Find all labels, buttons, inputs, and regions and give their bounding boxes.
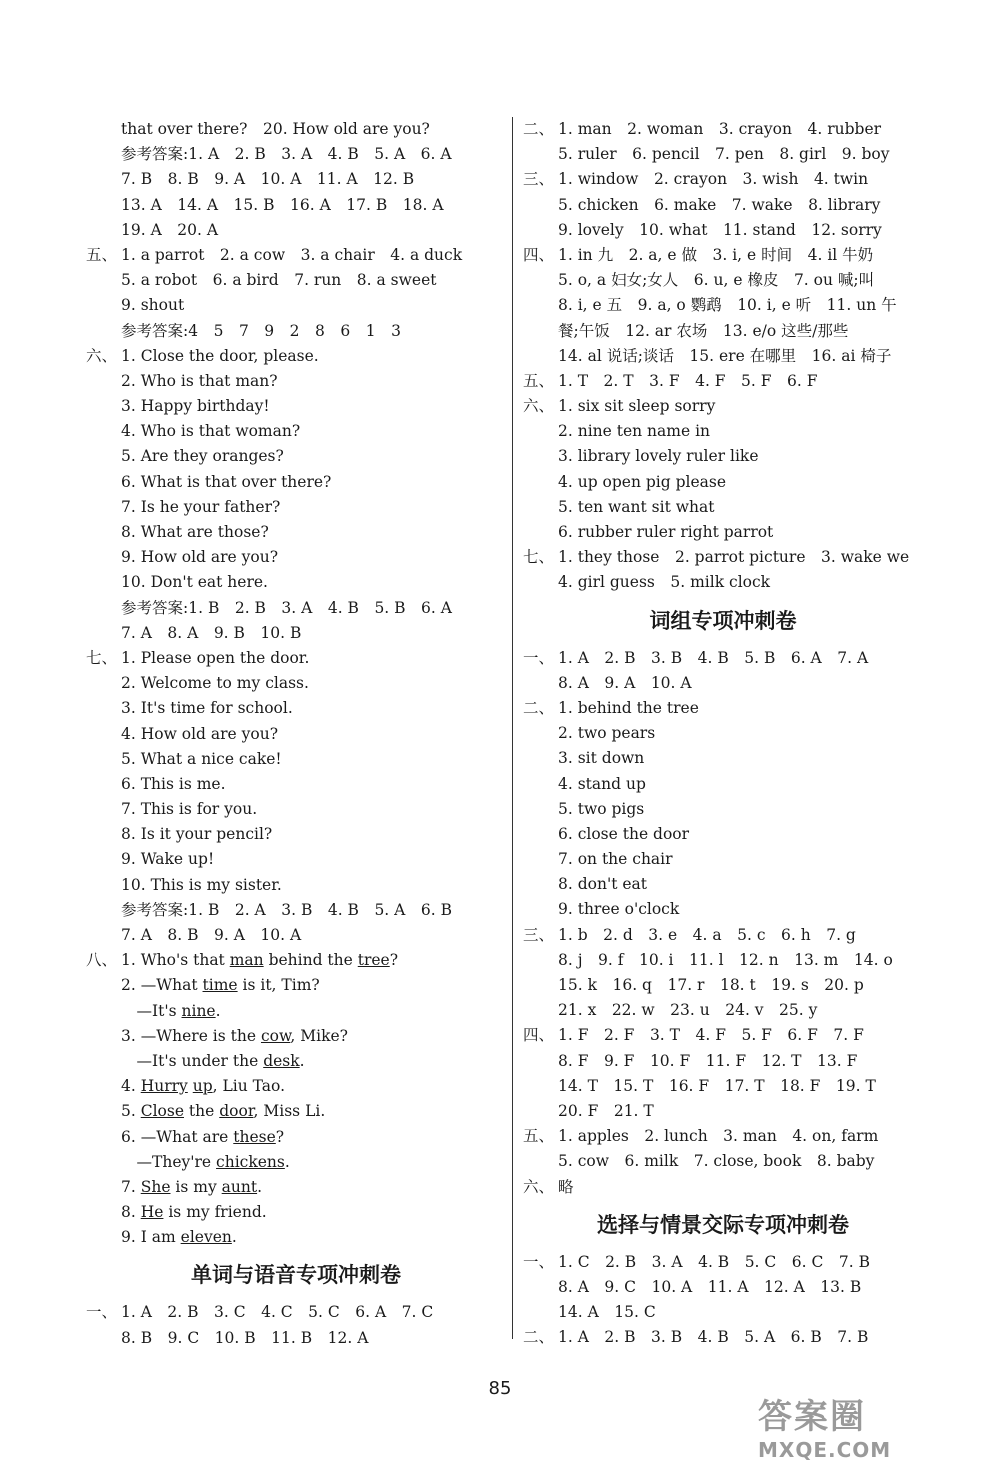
answer-text: 1. C 2. B 3. A 4. B 5. C 6. C 7. B	[558, 1252, 870, 1271]
section-answer-line	[523, 369, 923, 394]
underlined-word: desk	[263, 1051, 300, 1070]
section-answer-line	[523, 1023, 923, 1048]
answer-line	[523, 746, 923, 771]
answer-text: 8. i, e 五 9. a, o 鹦鹉 10. i, e 听 11. un 午	[558, 296, 897, 315]
answer-text: 1. window 2. crayon 3. wish 4. twin	[558, 170, 869, 189]
answer-text: 4. stand up	[558, 774, 646, 793]
answer-text: that over there? 20. How old are you?	[121, 120, 430, 138]
answer-line	[86, 596, 506, 621]
answer-line	[523, 268, 923, 293]
answer-line	[523, 772, 923, 797]
section-answer-line	[86, 948, 506, 973]
answer-line	[523, 470, 923, 495]
answer-line	[86, 1326, 506, 1351]
answer-line	[523, 319, 923, 344]
section-answer-line	[523, 1175, 923, 1200]
underlined-word: door	[219, 1102, 254, 1121]
watermark-domain: MXQE.COM	[758, 1438, 892, 1462]
answer-text: 6. rubber ruler right parrot	[558, 523, 774, 541]
underlined-word: aunt	[221, 1177, 258, 1196]
right-column	[523, 117, 923, 1350]
section-number: 二、	[523, 120, 555, 138]
section-answer-line	[523, 243, 923, 268]
section-answer-line	[86, 646, 506, 671]
answer-text: 4. up open pig please	[558, 472, 727, 491]
answer-text: 参考答案:1. B 2. A 3. B 4. B 5. A 6. B	[121, 900, 452, 919]
answer-line	[523, 520, 923, 545]
answer-text: 5. ruler 6. pencil 7. pen 8. girl 9. boy	[558, 145, 890, 164]
answer-text: behind the	[263, 951, 358, 970]
answer-text: 2. two pears	[558, 724, 656, 743]
answer-line	[86, 319, 506, 344]
answer-line	[523, 1149, 923, 1174]
section-heading: 选择与情景交际专项冲刺卷	[597, 1212, 849, 1237]
answer-text: 4. Who is that woman?	[121, 422, 301, 441]
answer-line	[86, 822, 506, 847]
answer-text: 餐;午饭 12. ar 农场 13. e/o 这些/那些	[558, 321, 849, 340]
answer-text: 8. A 9. C 10. A 11. A 12. A 13. B	[558, 1277, 862, 1296]
answer-text: 8. Is it your pencil?	[121, 825, 273, 844]
answer-text: 参考答案:1. B 2. B 3. A 4. B 5. B 6. A	[121, 598, 452, 617]
section-answer-line	[523, 1325, 923, 1350]
answer-text: 1. b 2. d 3. e 4. a 5. c 6. h 7. g	[558, 925, 856, 944]
answer-line	[523, 973, 923, 998]
section-number: 六、	[86, 346, 118, 365]
answer-text: 1. A 2. B 3. C 4. C 5. C 6. A 7. C	[121, 1303, 434, 1322]
answer-text: 20. F 21. T	[558, 1101, 654, 1120]
answer-text: , Mike?	[290, 1026, 348, 1045]
answer-line	[86, 1074, 506, 1099]
answer-text: —It's under the	[121, 1051, 264, 1070]
answer-line	[523, 998, 923, 1023]
section-answer-line	[523, 1124, 923, 1149]
answer-text: 1. behind the tree	[558, 698, 699, 717]
answer-line	[86, 1150, 506, 1175]
answer-text: 4. girl guess 5. milk clock	[558, 573, 771, 592]
answer-line	[86, 545, 506, 570]
answer-text: 参考答案:4 5 7 9 2 8 6 1 3	[121, 321, 401, 340]
underlined-word: eleven	[180, 1228, 232, 1247]
answer-text: 5. o, a 妇女;女人 6. u, e 橡皮 7. ou 喊;叫	[558, 271, 875, 290]
answer-text: 1. T 2. T 3. F 4. F 5. F 6. F	[558, 371, 818, 390]
underlined-word: Close	[140, 1102, 184, 1121]
answer-line	[523, 897, 923, 922]
section-heading: 词组专项冲刺卷	[649, 608, 797, 633]
answer-line	[86, 142, 506, 167]
answer-text: , Miss Li.	[253, 1102, 326, 1121]
answer-line	[523, 797, 923, 822]
section-number: 三、	[523, 925, 555, 944]
underlined-word: tree	[357, 951, 390, 970]
section-number: 五、	[86, 245, 118, 264]
section-answer-line	[86, 1300, 506, 1325]
answer-text: 6. close the door	[558, 824, 690, 843]
answer-text: 7. A 8. B 9. A 10. A	[121, 926, 302, 944]
column-divider	[512, 117, 513, 1339]
answer-line	[523, 570, 923, 595]
answer-line	[523, 1275, 923, 1300]
section-number: 六、	[523, 1177, 555, 1196]
answer-line	[86, 470, 506, 495]
answer-text: .	[231, 1228, 237, 1247]
underlined-word: cow	[260, 1026, 291, 1045]
underlined-word: chickens	[216, 1152, 285, 1171]
answer-line	[86, 1099, 506, 1124]
answer-text: ?	[275, 1127, 285, 1146]
answer-line	[86, 797, 506, 822]
answer-line	[523, 419, 923, 444]
answer-text: 1. apples 2. lunch 3. man 4. on, farm	[558, 1127, 879, 1146]
section-answer-line	[523, 167, 923, 192]
answer-text: 参考答案:1. A 2. B 3. A 4. B 5. A 6. A	[121, 145, 452, 164]
answer-line	[86, 772, 506, 797]
answer-text: 7. Is he your father?	[121, 497, 281, 516]
section-answer-line	[523, 923, 923, 948]
answer-line	[86, 1024, 506, 1049]
answer-line	[523, 1099, 923, 1124]
answer-text: 9. I am	[121, 1228, 181, 1247]
section-answer-line	[86, 344, 506, 369]
section-number: 三、	[523, 170, 555, 189]
answer-line	[523, 218, 923, 243]
answer-text: 4. How old are you?	[121, 724, 279, 743]
underlined-word: She	[140, 1177, 171, 1196]
answer-line	[86, 722, 506, 747]
section-number: 二、	[523, 698, 555, 717]
section-number: 五、	[523, 1127, 555, 1146]
answer-text: 3. —Where is the	[121, 1026, 261, 1045]
answer-text: 7. A 8. A 9. B 10. B	[121, 623, 302, 642]
answer-text: 3. Happy birthday!	[121, 397, 270, 416]
section-number: 四、	[523, 245, 555, 264]
underlined-word: He	[140, 1203, 164, 1222]
answer-line	[523, 847, 923, 872]
answer-text: 9. shout	[121, 296, 185, 315]
answer-text: 9. Wake up!	[121, 850, 215, 869]
answer-text: is my friend.	[163, 1203, 267, 1222]
answer-text: .	[284, 1152, 290, 1171]
answer-text: 1. a parrot 2. a cow 3. a chair 4. a duck	[121, 245, 463, 264]
watermark-logo	[758, 1389, 978, 1469]
answer-text: 5. two pigs	[558, 799, 645, 818]
answer-text: 8. B 9. C 10. B 11. B 12. A	[121, 1328, 369, 1347]
answer-text: .	[257, 1177, 263, 1196]
answer-text: 21. x 22. w 23. u 24. v 25. y	[558, 1001, 818, 1020]
answer-line	[86, 873, 506, 898]
answer-text: 1. Who's that	[121, 951, 230, 970]
answer-line	[86, 444, 506, 469]
answer-line	[86, 218, 506, 243]
answer-text: 5. What a nice cake!	[121, 749, 282, 768]
answer-text: 1. they those 2. parrot picture 3. wake we	[558, 548, 910, 567]
answer-text: 7. on the chair	[558, 850, 673, 869]
section-number: 七、	[523, 548, 555, 567]
answer-text: ?	[389, 951, 399, 970]
answer-text: 15. k 16. q 17. r 18. t 19. s 20. p	[558, 976, 864, 994]
answer-text: 10. Don't eat here.	[121, 573, 268, 592]
answer-text: 6. This is me.	[121, 774, 226, 793]
answer-line	[86, 268, 506, 293]
answer-text: 1. six sit sleep sorry	[558, 397, 716, 416]
watermark-text: 答案圈	[758, 1397, 866, 1437]
section-answer-line	[523, 117, 923, 142]
answer-line	[523, 142, 923, 167]
section-answer-line	[523, 646, 923, 671]
answer-line	[86, 671, 506, 696]
section-answer-line	[523, 1250, 923, 1275]
section-number: 二、	[523, 1328, 555, 1347]
answer-line	[86, 999, 506, 1024]
left-column	[86, 117, 506, 1351]
answer-text: 6. —What are	[121, 1127, 234, 1146]
answer-text: 7. B 8. B 9. A 10. A 11. A 12. B	[121, 170, 415, 189]
underlined-word: up	[192, 1077, 213, 1096]
answer-text: 5.	[121, 1102, 141, 1121]
answer-text: 8. F 9. F 10. F 11. F 12. T 13. F	[558, 1051, 858, 1070]
answer-line	[86, 621, 506, 646]
answer-text: 8. j 9. f 10. i 11. l 12. n 13. m 14. o	[558, 950, 893, 969]
answer-text: 3. library lovely ruler like	[558, 447, 759, 466]
answer-line	[86, 419, 506, 444]
answer-line	[523, 721, 923, 746]
section-number: 一、	[523, 1252, 555, 1271]
answer-line	[86, 394, 506, 419]
answer-text: 19. A 20. A	[121, 220, 219, 239]
section-number: 八、	[86, 951, 118, 970]
answer-text: 1. Please open the door.	[121, 648, 310, 667]
answer-line	[523, 1049, 923, 1074]
answer-line	[86, 1175, 506, 1200]
answer-text: .	[215, 1001, 221, 1020]
underlined-word: these	[233, 1127, 276, 1146]
answer-text: 9. lovely 10. what 11. stand 12. sorry	[558, 220, 882, 239]
section-answer-line	[86, 243, 506, 268]
answer-line	[523, 822, 923, 847]
answer-text: 14. T 15. T 16. F 17. T 18. F 19. T	[558, 1076, 876, 1095]
answer-text: 1. man 2. woman 3. crayon 4. rubber	[558, 120, 882, 138]
underlined-word: Hurry	[140, 1077, 188, 1096]
answer-line	[86, 847, 506, 872]
section-number: 五、	[523, 371, 555, 390]
answer-text: 7. This is for you.	[121, 800, 258, 819]
underlined-word: time	[202, 976, 238, 995]
answer-line	[86, 495, 506, 520]
answer-line	[86, 117, 506, 142]
answer-text: 7.	[121, 1177, 141, 1196]
answer-text: 8. don't eat	[558, 875, 648, 894]
answer-text: the	[184, 1102, 220, 1121]
answer-line	[523, 344, 923, 369]
answer-text: 2. —What	[121, 976, 203, 995]
answer-text: 8.	[121, 1203, 141, 1222]
answer-text: 2. Welcome to my class.	[121, 674, 309, 693]
section-answer-line	[523, 394, 923, 419]
answer-text: 2. nine ten name in	[558, 422, 711, 441]
answer-line	[86, 293, 506, 318]
answer-text: 14. A 15. C	[558, 1303, 656, 1322]
answer-line	[523, 1300, 923, 1325]
answer-line	[523, 948, 923, 973]
answer-text: 1. A 2. B 3. B 4. B 5. B 6. A 7. A	[558, 648, 869, 667]
answer-text: 13. A 14. A 15. B 16. A 17. B 18. A	[121, 195, 444, 214]
answer-line	[86, 570, 506, 595]
answer-text: 6. What is that over there?	[121, 472, 332, 491]
answer-text: 5. cow 6. milk 7. close, book 8. baby	[558, 1152, 875, 1171]
answer-line	[523, 671, 923, 696]
answer-text: 5. a robot 6. a bird 7. run 8. a sweet	[121, 271, 437, 290]
answer-line	[523, 444, 923, 469]
answer-text: 2. Who is that man?	[121, 371, 278, 390]
answer-text: 3. It's time for school.	[121, 699, 293, 718]
answer-text: 略	[558, 1177, 574, 1196]
answer-line	[86, 973, 506, 998]
section-answer-line	[523, 545, 923, 570]
answer-text: .	[299, 1051, 305, 1070]
answer-line	[86, 696, 506, 721]
answer-text: 4.	[121, 1077, 141, 1096]
section-heading: 单词与语音专项冲刺卷	[191, 1263, 401, 1288]
answer-text: 5. Are they oranges?	[121, 447, 284, 466]
answer-line	[86, 369, 506, 394]
answer-line	[523, 1074, 923, 1099]
answer-text: , Liu Tao.	[212, 1077, 286, 1096]
answer-text: is it, Tim?	[237, 976, 320, 995]
answer-text: 1. F 2. F 3. T 4. F 5. F 6. F 7. F	[558, 1026, 864, 1045]
answer-text: 8. What are those?	[121, 523, 269, 541]
answer-text: —They're	[121, 1152, 217, 1171]
answer-text: 10. This is my sister.	[121, 875, 282, 894]
answer-line	[86, 898, 506, 923]
section-number: 一、	[86, 1303, 118, 1322]
answer-line	[86, 1049, 506, 1074]
answer-line	[523, 293, 923, 318]
section-number: 一、	[523, 648, 555, 667]
answer-line	[523, 193, 923, 218]
section-answer-line	[523, 696, 923, 721]
answer-text: 5. ten want sit what	[558, 497, 715, 516]
answer-line	[86, 193, 506, 218]
answer-line	[86, 1200, 506, 1225]
answer-line	[86, 923, 506, 948]
answer-line	[523, 872, 923, 897]
answer-text: 9. How old are you?	[121, 548, 279, 567]
answer-line	[523, 495, 923, 520]
answer-text: 1. A 2. B 3. B 4. B 5. A 6. B 7. B	[558, 1328, 869, 1347]
answer-line	[86, 1225, 506, 1250]
underlined-word: nine	[181, 1001, 216, 1020]
answer-text: 9. three o'clock	[558, 900, 680, 919]
answer-text: —It's	[121, 1001, 182, 1020]
answer-text: 5. chicken 6. make 7. wake 8. library	[558, 195, 881, 214]
answer-line	[86, 520, 506, 545]
section-number: 六、	[523, 397, 555, 416]
answer-text: 8. A 9. A 10. A	[558, 673, 692, 692]
answer-text: 14. al 说话;谈话 15. ere 在哪里 16. ai 椅子	[558, 346, 892, 365]
answer-text: 1. in 九 2. a, e 做 3. i, e 时间 4. il 牛奶	[558, 245, 874, 264]
answer-line	[86, 167, 506, 192]
answer-line	[86, 747, 506, 772]
section-number: 四、	[523, 1026, 555, 1045]
answer-text: 1. Close the door, please.	[121, 346, 319, 365]
underlined-word: man	[229, 951, 264, 970]
answer-text: 3. sit down	[558, 749, 645, 768]
page-number: 85	[488, 1378, 512, 1399]
answer-text: is my	[170, 1177, 222, 1196]
answer-line	[86, 1125, 506, 1150]
section-number: 七、	[86, 648, 118, 667]
